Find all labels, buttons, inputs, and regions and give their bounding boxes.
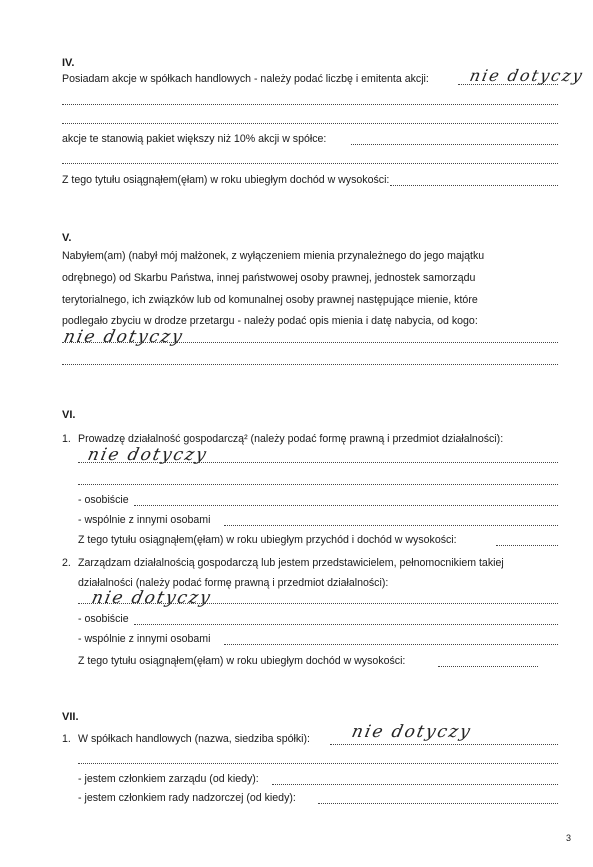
section-v-text-2: odrębnego) od Skarbu Państwa, innej państwowej osoby prawnej, jednostek samorządu (62, 272, 476, 284)
fill-line (318, 803, 558, 804)
handwritten-answer: nie dotyczy (85, 445, 210, 465)
business-question: Prowadzę działalność gospodarczą² (należy podać formę prawną i przedmiot działalności): (78, 433, 504, 445)
fill-line (330, 744, 558, 745)
personally-label: - osobiście (78, 494, 129, 506)
handwritten-answer: nie dotyczy (89, 588, 214, 608)
fill-line (62, 342, 558, 343)
fill-line (496, 545, 558, 546)
item-number: 1. (62, 733, 71, 745)
fill-line (78, 484, 558, 485)
fill-line (390, 185, 558, 186)
section-vi-heading: VI. (62, 409, 76, 421)
personally-label: - osobiście (78, 613, 129, 625)
board-member-label: - jestem członkiem zarządu (od kiedy): (78, 773, 259, 785)
management-income-question: Z tego tytułu osiągnąłem(ęłam) w roku ubiegłym dochód w wysokości: (78, 655, 406, 667)
fill-line (224, 644, 558, 645)
section-v-text-3: terytorialnego, ich związków lub od komunalnej osoby prawnej następujące mienie, które (62, 294, 478, 306)
fill-line (78, 763, 558, 764)
management-question-2: działalności (należy podać formę prawną i przedmiot działalności): (78, 577, 389, 589)
fill-line (134, 505, 558, 506)
handwritten-answer: nie dotyczy (467, 66, 586, 85)
section-v-text-4: podlegało zbyciu w drodze przetargu - należy podać opis mienia i datę nabycia, od kogo: (62, 315, 478, 327)
fill-line (78, 462, 558, 463)
fill-line (62, 104, 558, 105)
shares-question: Posiadam akcje w spółkach handlowych - należy podać liczbę i emitenta akcji: (62, 73, 429, 85)
handwritten-answer: nie dotyczy (61, 327, 186, 347)
company-question: W spółkach handlowych (nazwa, siedziba spółki): (78, 733, 310, 745)
fill-line (62, 163, 558, 164)
page-number: 3 (566, 833, 572, 843)
fill-line (272, 784, 558, 785)
supervisory-board-label: - jestem członkiem rady nadzorczej (od kiedy): (78, 792, 296, 804)
business-income-question: Z tego tytułu osiągnąłem(ęłam) w roku ubiegłym przychód i dochód w wysokości: (78, 534, 457, 546)
item-number: 1. (62, 433, 71, 445)
shares-income-question: Z tego tytułu osiągnąłem(ęłam) w roku ubiegłym dochód w wysokości: (62, 174, 390, 186)
fill-line (78, 603, 558, 604)
section-vii-heading: VII. (62, 711, 79, 723)
section-iv-heading: IV. (62, 57, 75, 69)
fill-line (134, 624, 558, 625)
item-number: 2. (62, 557, 71, 569)
fill-line (62, 123, 558, 124)
section-v-text-1: Nabyłem(am) (nabył mój małżonek, z wyłączeniem mienia przynależnego do jego majątku (62, 250, 485, 262)
fill-line (438, 666, 538, 667)
shares-10pct-question: akcje te stanowią pakiet większy niż 10% akcji w spółce: (62, 133, 327, 145)
handwritten-answer: nie dotyczy (349, 722, 474, 742)
management-question-1: Zarządzam działalnością gospodarczą lub jestem przedstawicielem, pełnomocnikiem takiej (78, 557, 504, 569)
fill-line (62, 364, 558, 365)
fill-line (224, 525, 558, 526)
jointly-label: - wspólnie z innymi osobami (78, 514, 211, 526)
fill-line (351, 144, 558, 145)
jointly-label: - wspólnie z innymi osobami (78, 633, 211, 645)
section-v-heading: V. (62, 232, 72, 244)
